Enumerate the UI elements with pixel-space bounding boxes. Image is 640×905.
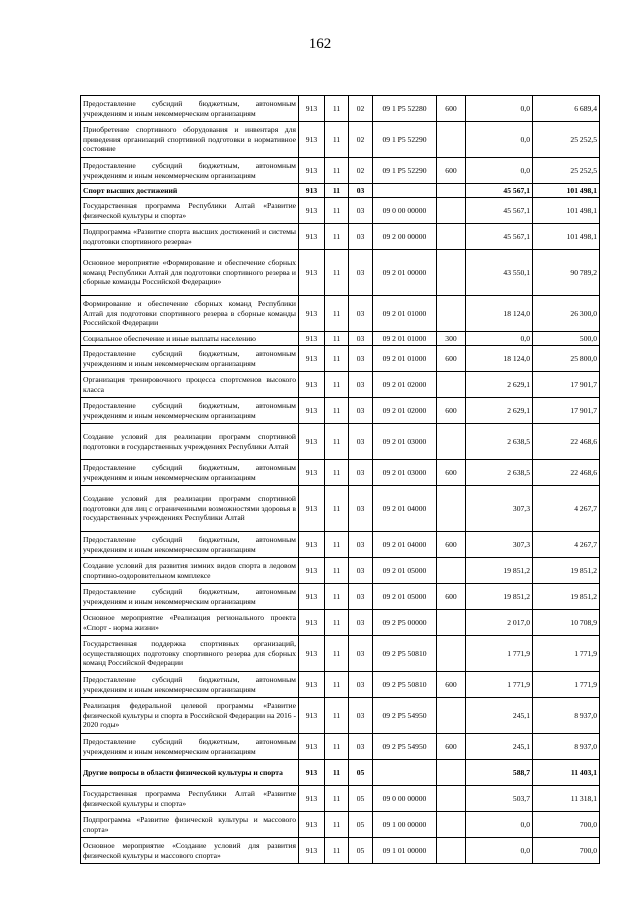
ministry-code: 913 — [299, 332, 325, 346]
subsection-code: 05 — [349, 838, 373, 864]
ministry-code: 913 — [299, 636, 325, 672]
target-article-code: 09 2 P5 50810 — [373, 672, 437, 698]
section-code: 11 — [325, 198, 349, 224]
section-code: 11 — [325, 760, 349, 786]
expense-type-code — [437, 760, 466, 786]
subsection-code: 03 — [349, 332, 373, 346]
amount-year-2: 90 789,2 — [533, 250, 600, 296]
table-row — [81, 332, 600, 346]
ministry-code: 913 — [299, 838, 325, 864]
table-row — [81, 532, 600, 558]
amount-year-2: 25 252,5 — [533, 158, 600, 184]
table-row — [81, 122, 600, 158]
ministry-code: 913 — [299, 486, 325, 532]
ministry-code: 913 — [299, 734, 325, 760]
table-row — [81, 838, 600, 864]
section-code: 11 — [325, 224, 349, 250]
subsection-code: 03 — [349, 296, 373, 332]
table-row — [81, 636, 600, 672]
item-name: Приобретение спортивного оборудования и инвентаря для приведения организаций спортивной подготовки в нормативное состояние — [81, 122, 299, 158]
amount-year-1: 1 771,9 — [466, 636, 533, 672]
expense-type-code: 600 — [437, 398, 466, 424]
target-article-code: 09 2 01 01000 — [373, 332, 437, 346]
section-code: 11 — [325, 346, 349, 372]
section-code: 11 — [325, 786, 349, 812]
section-code: 11 — [325, 610, 349, 636]
item-name: Другие вопросы в области физической культуры и спорта — [81, 760, 299, 786]
section-code: 11 — [325, 96, 349, 122]
target-article-code: 09 2 00 00000 — [373, 224, 437, 250]
ministry-code: 913 — [299, 532, 325, 558]
subsection-code: 03 — [349, 198, 373, 224]
subsection-code: 03 — [349, 532, 373, 558]
section-code: 11 — [325, 558, 349, 584]
expense-type-code — [437, 296, 466, 332]
ministry-code: 913 — [299, 398, 325, 424]
subsection-code: 05 — [349, 760, 373, 786]
page-number: 162 — [308, 36, 332, 52]
amount-year-2: 101 498,1 — [533, 198, 600, 224]
item-name: Подпрограмма «Развитие физической культуры и массового спорта» — [81, 812, 299, 838]
amount-year-2: 17 901,7 — [533, 372, 600, 398]
amount-year-1: 0,0 — [466, 158, 533, 184]
subsection-code: 03 — [349, 372, 373, 398]
item-name: Предоставление субсидий бюджетным, автономным учреждениям и иным некоммерческим организациям — [81, 584, 299, 610]
amount-year-1: 19 851,2 — [466, 558, 533, 584]
table-row — [81, 672, 600, 698]
item-name: Предоставление субсидий бюджетным, автономным учреждениям и иным некоммерческим организациям — [81, 398, 299, 424]
expense-type-code — [437, 610, 466, 636]
amount-year-1: 0,0 — [466, 812, 533, 838]
amount-year-2: 25 800,0 — [533, 346, 600, 372]
amount-year-1: 45 567,1 — [466, 224, 533, 250]
amount-year-1: 2 638,5 — [466, 424, 533, 460]
table-row — [81, 584, 600, 610]
amount-year-1: 0,0 — [466, 838, 533, 864]
subsection-code: 05 — [349, 786, 373, 812]
item-name: Подпрограмма «Развитие спорта высших достижений и системы подготовки спортивного резерва» — [81, 224, 299, 250]
section-code: 11 — [325, 250, 349, 296]
expense-type-code: 600 — [437, 672, 466, 698]
target-article-code: 09 2 01 02000 — [373, 372, 437, 398]
expense-type-code — [437, 812, 466, 838]
table-row — [81, 184, 600, 198]
subsection-code: 03 — [349, 610, 373, 636]
target-article-code: 09 1 P5 52290 — [373, 122, 437, 158]
target-article-code: 09 2 01 04000 — [373, 532, 437, 558]
ministry-code: 913 — [299, 346, 325, 372]
amount-year-1: 0,0 — [466, 96, 533, 122]
target-article-code — [373, 184, 437, 198]
item-name: Создание условий для реализации программ спортивной подготовки для лиц с ограниченными возможностями здоровья в государственных учреждениях Республики Алтай — [81, 486, 299, 532]
amount-year-1: 2 629,1 — [466, 398, 533, 424]
subsection-code: 03 — [349, 250, 373, 296]
subsection-code: 03 — [349, 584, 373, 610]
amount-year-1: 588,7 — [466, 760, 533, 786]
section-code: 11 — [325, 584, 349, 610]
expense-type-code — [437, 224, 466, 250]
item-name: Предоставление субсидий бюджетным, автономным учреждениям и иным некоммерческим организациям — [81, 346, 299, 372]
table-row — [81, 486, 600, 532]
expense-type-code — [437, 372, 466, 398]
expense-type-code: 600 — [437, 584, 466, 610]
table-row — [81, 346, 600, 372]
target-article-code: 09 1 P5 52280 — [373, 96, 437, 122]
amount-year-2: 500,0 — [533, 332, 600, 346]
item-name: Предоставление субсидий бюджетным, автономным учреждениям и иным некоммерческим организациям — [81, 158, 299, 184]
expense-type-code — [437, 184, 466, 198]
amount-year-1: 245,1 — [466, 698, 533, 734]
item-name: Основное мероприятие «Создание условий для развития физической культуры и массового спорта» — [81, 838, 299, 864]
subsection-code: 03 — [349, 734, 373, 760]
item-name: Предоставление субсидий бюджетным, автономным учреждениям и иным некоммерческим организациям — [81, 672, 299, 698]
item-name: Государственная программа Республики Алтай «Развитие физической культуры и спорта» — [81, 786, 299, 812]
expense-type-code: 600 — [437, 460, 466, 486]
expense-type-code — [437, 698, 466, 734]
target-article-code: 09 2 01 05000 — [373, 584, 437, 610]
target-article-code: 09 1 00 00000 — [373, 812, 437, 838]
amount-year-1: 2 629,1 — [466, 372, 533, 398]
amount-year-1: 0,0 — [466, 122, 533, 158]
expense-type-code — [437, 122, 466, 158]
ministry-code: 913 — [299, 672, 325, 698]
amount-year-2: 700,0 — [533, 838, 600, 864]
item-name: Государственная поддержка спортивных организаций, осуществляющих подготовку спортивного резерва для сборных команд Российской Федерации — [81, 636, 299, 672]
section-code: 11 — [325, 486, 349, 532]
section-code: 11 — [325, 296, 349, 332]
expense-type-code — [437, 198, 466, 224]
target-article-code: 09 1 01 00000 — [373, 838, 437, 864]
subsection-code: 03 — [349, 486, 373, 532]
ministry-code: 913 — [299, 158, 325, 184]
ministry-code: 913 — [299, 786, 325, 812]
expense-type-code: 600 — [437, 158, 466, 184]
target-article-code: 09 0 00 00000 — [373, 786, 437, 812]
amount-year-2: 11 403,1 — [533, 760, 600, 786]
target-article-code — [373, 760, 437, 786]
budget-table-body — [81, 96, 600, 864]
item-name: Спорт высших достижений — [81, 184, 299, 198]
subsection-code: 03 — [349, 698, 373, 734]
amount-year-2: 4 267,7 — [533, 486, 600, 532]
item-name: Основное мероприятие «Реализация регионального проекта «Спорт - норма жизни» — [81, 610, 299, 636]
section-code: 11 — [325, 332, 349, 346]
ministry-code: 913 — [299, 96, 325, 122]
subsection-code: 02 — [349, 96, 373, 122]
item-name: Социальное обеспечение и иные выплаты населению — [81, 332, 299, 346]
table-row — [81, 224, 600, 250]
table-row — [81, 812, 600, 838]
amount-year-1: 19 851,2 — [466, 584, 533, 610]
item-name: Предоставление субсидий бюджетным, автономным учреждениям и иным некоммерческим организациям — [81, 734, 299, 760]
ministry-code: 913 — [299, 122, 325, 158]
section-code: 11 — [325, 372, 349, 398]
table-row — [81, 786, 600, 812]
amount-year-1: 0,0 — [466, 332, 533, 346]
amount-year-2: 10 708,9 — [533, 610, 600, 636]
section-code: 11 — [325, 812, 349, 838]
target-article-code: 09 2 01 05000 — [373, 558, 437, 584]
ministry-code: 913 — [299, 812, 325, 838]
table-row — [81, 698, 600, 734]
target-article-code: 09 2 P5 54950 — [373, 734, 437, 760]
subsection-code: 03 — [349, 636, 373, 672]
table-row — [81, 760, 600, 786]
expense-type-code: 600 — [437, 96, 466, 122]
target-article-code: 09 2 P5 54950 — [373, 698, 437, 734]
item-name: Формирование и обеспечение сборных команд Республики Алтай для подготовки спортивного резерва в сборные команды Российской Федерации — [81, 296, 299, 332]
target-article-code: 09 1 P5 52290 — [373, 158, 437, 184]
amount-year-1: 2 017,0 — [466, 610, 533, 636]
ministry-code: 913 — [299, 698, 325, 734]
amount-year-2: 101 498,1 — [533, 184, 600, 198]
amount-year-1: 18 124,0 — [466, 346, 533, 372]
ministry-code: 913 — [299, 610, 325, 636]
ministry-code: 913 — [299, 584, 325, 610]
table-row — [81, 372, 600, 398]
item-name: Государственная программа Республики Алтай «Развитие физической культуры и спорта» — [81, 198, 299, 224]
amount-year-2: 11 318,1 — [533, 786, 600, 812]
item-name: Реализация федеральной целевой программы «Развитие физической культуры и спорта в Российской Федерации на 2016 - 2020 годы» — [81, 698, 299, 734]
table-row — [81, 558, 600, 584]
item-name: Организация тренировочного процесса спортсменов высокого класса — [81, 372, 299, 398]
section-code: 11 — [325, 122, 349, 158]
amount-year-2: 4 267,7 — [533, 532, 600, 558]
expense-type-code: 300 — [437, 332, 466, 346]
section-code: 11 — [325, 184, 349, 198]
ministry-code: 913 — [299, 424, 325, 460]
expense-type-code — [437, 786, 466, 812]
item-name: Предоставление субсидий бюджетным, автономным учреждениям и иным некоммерческим организациям — [81, 96, 299, 122]
section-code: 11 — [325, 398, 349, 424]
section-code: 11 — [325, 532, 349, 558]
ministry-code: 913 — [299, 198, 325, 224]
ministry-code: 913 — [299, 224, 325, 250]
ministry-code: 913 — [299, 460, 325, 486]
section-code: 11 — [325, 158, 349, 184]
amount-year-2: 22 468,6 — [533, 424, 600, 460]
amount-year-1: 18 124,0 — [466, 296, 533, 332]
amount-year-1: 503,7 — [466, 786, 533, 812]
target-article-code: 09 0 00 00000 — [373, 198, 437, 224]
subsection-code: 03 — [349, 346, 373, 372]
expense-type-code — [437, 250, 466, 296]
section-code: 11 — [325, 838, 349, 864]
subsection-code: 03 — [349, 398, 373, 424]
table-row — [81, 158, 600, 184]
table-row — [81, 296, 600, 332]
section-code: 11 — [325, 424, 349, 460]
section-code: 11 — [325, 734, 349, 760]
amount-year-2: 8 937,0 — [533, 698, 600, 734]
budget-table — [80, 95, 600, 864]
amount-year-2: 22 468,6 — [533, 460, 600, 486]
item-name: Создание условий для реализации программ спортивной подготовки в государственных учреждениях Республики Алтай — [81, 424, 299, 460]
table-row — [81, 734, 600, 760]
item-name: Предоставление субсидий бюджетным, автономным учреждениям и иным некоммерческим организациям — [81, 532, 299, 558]
amount-year-1: 307,3 — [466, 486, 533, 532]
table-row — [81, 398, 600, 424]
ministry-code: 913 — [299, 184, 325, 198]
section-code: 11 — [325, 698, 349, 734]
expense-type-code — [437, 636, 466, 672]
expense-type-code — [437, 838, 466, 864]
amount-year-2: 1 771,9 — [533, 672, 600, 698]
amount-year-2: 700,0 — [533, 812, 600, 838]
expense-type-code — [437, 424, 466, 460]
amount-year-2: 17 901,7 — [533, 398, 600, 424]
expense-type-code: 600 — [437, 532, 466, 558]
subsection-code: 03 — [349, 424, 373, 460]
target-article-code: 09 2 01 03000 — [373, 460, 437, 486]
amount-year-2: 19 851,2 — [533, 584, 600, 610]
target-article-code: 09 2 01 01000 — [373, 346, 437, 372]
target-article-code: 09 2 01 01000 — [373, 296, 437, 332]
amount-year-1: 43 550,1 — [466, 250, 533, 296]
target-article-code: 09 2 01 02000 — [373, 398, 437, 424]
amount-year-2: 8 937,0 — [533, 734, 600, 760]
item-name: Создание условий для развития зимних видов спорта в ледовом спортивно-оздоровительном комплексе — [81, 558, 299, 584]
subsection-code: 02 — [349, 122, 373, 158]
amount-year-2: 101 498,1 — [533, 224, 600, 250]
subsection-code: 03 — [349, 672, 373, 698]
subsection-code: 03 — [349, 224, 373, 250]
amount-year-2: 25 252,5 — [533, 122, 600, 158]
subsection-code: 03 — [349, 184, 373, 198]
amount-year-1: 307,3 — [466, 532, 533, 558]
table-row — [81, 198, 600, 224]
expense-type-code — [437, 558, 466, 584]
target-article-code: 09 2 01 04000 — [373, 486, 437, 532]
table-row — [81, 96, 600, 122]
expense-type-code: 600 — [437, 734, 466, 760]
amount-year-2: 6 689,4 — [533, 96, 600, 122]
target-article-code: 09 2 01 00000 — [373, 250, 437, 296]
amount-year-1: 45 567,1 — [466, 184, 533, 198]
expense-type-code: 600 — [437, 346, 466, 372]
item-name: Основное мероприятие «Формирование и обеспечение сборных команд Республики Алтай для подготовки спортивного резерва и сборные команды Российской Федерации» — [81, 250, 299, 296]
subsection-code: 03 — [349, 460, 373, 486]
amount-year-2: 19 851,2 — [533, 558, 600, 584]
target-article-code: 09 2 P5 50810 — [373, 636, 437, 672]
ministry-code: 913 — [299, 558, 325, 584]
item-name: Предоставление субсидий бюджетным, автономным учреждениям и иным некоммерческим организациям — [81, 460, 299, 486]
target-article-code: 09 2 01 03000 — [373, 424, 437, 460]
section-code: 11 — [325, 460, 349, 486]
subsection-code: 05 — [349, 812, 373, 838]
table-row — [81, 250, 600, 296]
section-code: 11 — [325, 636, 349, 672]
subsection-code: 02 — [349, 158, 373, 184]
amount-year-1: 1 771,9 — [466, 672, 533, 698]
table-row — [81, 610, 600, 636]
amount-year-2: 1 771,9 — [533, 636, 600, 672]
section-code: 11 — [325, 672, 349, 698]
amount-year-1: 245,1 — [466, 734, 533, 760]
amount-year-2: 26 300,0 — [533, 296, 600, 332]
amount-year-1: 45 567,1 — [466, 198, 533, 224]
ministry-code: 913 — [299, 250, 325, 296]
subsection-code: 03 — [349, 558, 373, 584]
expense-type-code — [437, 486, 466, 532]
target-article-code: 09 2 P5 00000 — [373, 610, 437, 636]
table-row — [81, 460, 600, 486]
ministry-code: 913 — [299, 372, 325, 398]
ministry-code: 913 — [299, 296, 325, 332]
table-row — [81, 424, 600, 460]
amount-year-1: 2 638,5 — [466, 460, 533, 486]
ministry-code: 913 — [299, 760, 325, 786]
